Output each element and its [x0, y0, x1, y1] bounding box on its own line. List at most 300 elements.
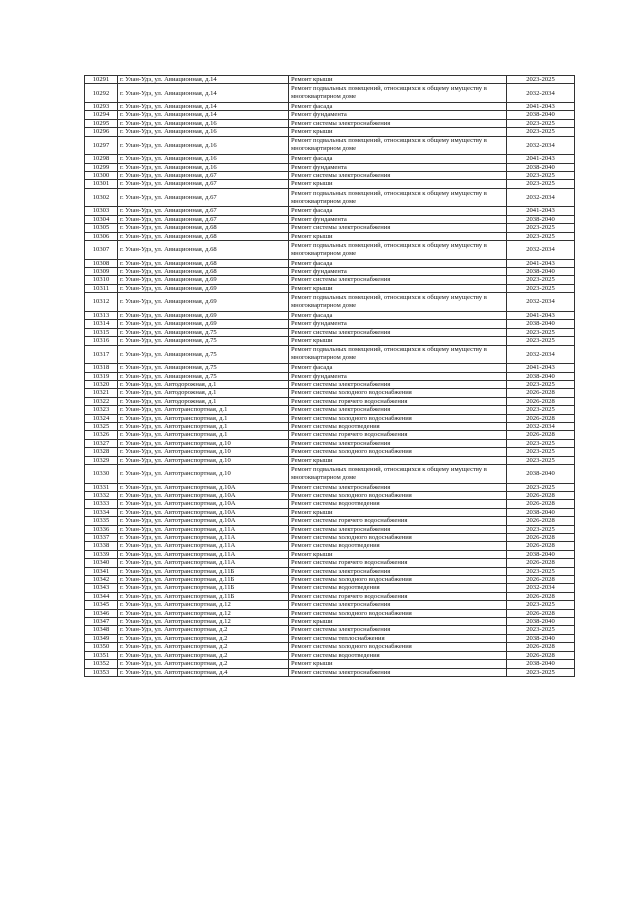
row-address: г. Улан-Удэ, ул. Авиационная, д.16 — [118, 128, 289, 136]
table-row — [85, 337, 575, 345]
table-row — [85, 103, 575, 111]
table-row — [85, 397, 575, 405]
row-number: 10324 — [85, 414, 118, 422]
row-period: 2026-2028 — [507, 576, 575, 584]
table-row — [85, 439, 575, 447]
row-address: г. Улан-Удэ, ул. Авиационная, д.68 — [118, 224, 289, 232]
row-work-type: Ремонт фасада — [289, 364, 507, 372]
row-address: г. Улан-Удэ, ул. Авиационная, д.75 — [118, 337, 289, 345]
row-address: г. Улан-Удэ, ул. Авиационная, д.14 — [118, 111, 289, 119]
table-row — [85, 241, 575, 260]
row-number: 10334 — [85, 508, 118, 516]
row-period: 2038-2040 — [507, 660, 575, 668]
row-work-type: Ремонт системы холодного водоснабжения — [289, 448, 507, 456]
row-number: 10340 — [85, 559, 118, 567]
row-address: г. Улан-Удэ, ул. Авиационная, д.69 — [118, 276, 289, 284]
row-address: г. Улан-Удэ, ул. Авиационная, д.75 — [118, 372, 289, 380]
row-period: 2023-2025 — [507, 456, 575, 464]
row-address: г. Улан-Удэ, ул. Авиационная, д.68 — [118, 259, 289, 267]
row-number: 10306 — [85, 232, 118, 240]
row-period: 2041-2043 — [507, 207, 575, 215]
row-period: 2026-2028 — [507, 500, 575, 508]
row-period: 2023-2025 — [507, 180, 575, 188]
table-row — [85, 172, 575, 180]
row-number: 10332 — [85, 491, 118, 499]
row-address: г. Улан-Удэ, ул. Автотранспортная, д.1 — [118, 431, 289, 439]
row-number: 10301 — [85, 180, 118, 188]
row-work-type: Ремонт фундамента — [289, 215, 507, 223]
row-address: г. Улан-Удэ, ул. Автотранспортная, д.10А — [118, 517, 289, 525]
row-number: 10345 — [85, 601, 118, 609]
table-row — [85, 576, 575, 584]
table-row — [85, 668, 575, 676]
row-period: 2023-2025 — [507, 483, 575, 491]
table-row — [85, 534, 575, 542]
row-period: 2026-2028 — [507, 542, 575, 550]
row-period: 2023-2025 — [507, 119, 575, 127]
row-work-type: Ремонт системы водоотведения — [289, 422, 507, 430]
row-work-type: Ремонт системы электроснабжения — [289, 276, 507, 284]
row-address: г. Улан-Удэ, ул. Автотранспортная, д.12 — [118, 601, 289, 609]
row-period: 2023-2025 — [507, 668, 575, 676]
table-row — [85, 626, 575, 634]
row-address: г. Улан-Удэ, ул. Автодорожная, д.1 — [118, 389, 289, 397]
row-number: 10309 — [85, 268, 118, 276]
row-number: 10295 — [85, 119, 118, 127]
table-row — [85, 311, 575, 319]
works-table — [84, 75, 575, 677]
row-period: 2026-2028 — [507, 643, 575, 651]
row-work-type: Ремонт подвальных помещений, относящихся к общему имуществу в многоквартирном доме — [289, 84, 507, 103]
table-row — [85, 128, 575, 136]
row-address: г. Улан-Удэ, ул. Автодорожная, д.1 — [118, 380, 289, 388]
table-row — [85, 609, 575, 617]
row-address: г. Улан-Удэ, ул. Автодорожная, д.1 — [118, 397, 289, 405]
row-number: 10349 — [85, 634, 118, 642]
row-number: 10319 — [85, 372, 118, 380]
row-number: 10336 — [85, 525, 118, 533]
row-work-type: Ремонт системы электроснабжения — [289, 567, 507, 575]
row-work-type: Ремонт системы горячего водоснабжения — [289, 431, 507, 439]
row-number: 10339 — [85, 550, 118, 558]
row-number: 10310 — [85, 276, 118, 284]
row-work-type: Ремонт системы холодного водоснабжения — [289, 389, 507, 397]
row-number: 10344 — [85, 592, 118, 600]
row-address: г. Улан-Удэ, ул. Автотранспортная, д.10А — [118, 491, 289, 499]
row-work-type: Ремонт системы электроснабжения — [289, 525, 507, 533]
row-number: 10304 — [85, 215, 118, 223]
row-number: 10313 — [85, 311, 118, 319]
row-period: 2026-2028 — [507, 559, 575, 567]
row-number: 10316 — [85, 337, 118, 345]
row-work-type: Ремонт системы электроснабжения — [289, 380, 507, 388]
table-row — [85, 276, 575, 284]
row-period: 2032-2034 — [507, 422, 575, 430]
row-period: 2032-2034 — [507, 84, 575, 103]
row-work-type: Ремонт фундамента — [289, 111, 507, 119]
row-work-type: Ремонт крыши — [289, 232, 507, 240]
row-period: 2023-2025 — [507, 224, 575, 232]
row-work-type: Ремонт системы горячего водоснабжения — [289, 559, 507, 567]
row-number: 10348 — [85, 626, 118, 634]
row-period: 2038-2040 — [507, 550, 575, 558]
row-address: г. Улан-Удэ, ул. Авиационная, д.14 — [118, 76, 289, 84]
row-period: 2032-2034 — [507, 188, 575, 207]
row-work-type: Ремонт системы холодного водоснабжения — [289, 534, 507, 542]
row-number: 10346 — [85, 609, 118, 617]
table-row — [85, 525, 575, 533]
row-address: г. Улан-Удэ, ул. Автотранспортная, д.1 — [118, 422, 289, 430]
row-work-type: Ремонт крыши — [289, 337, 507, 345]
row-address: г. Улан-Удэ, ул. Авиационная, д.67 — [118, 188, 289, 207]
row-address: г. Улан-Удэ, ул. Автотранспортная, д.11Б — [118, 567, 289, 575]
row-number: 10352 — [85, 660, 118, 668]
row-work-type: Ремонт системы водоотведения — [289, 500, 507, 508]
row-period: 2032-2034 — [507, 293, 575, 312]
row-period: 2032-2034 — [507, 345, 575, 364]
row-address: г. Улан-Удэ, ул. Автотранспортная, д.12 — [118, 618, 289, 626]
row-work-type: Ремонт системы электроснабжения — [289, 328, 507, 336]
row-address: г. Улан-Удэ, ул. Автотранспортная, д.12 — [118, 609, 289, 617]
row-period: 2041-2043 — [507, 311, 575, 319]
row-number: 10305 — [85, 224, 118, 232]
row-number: 10317 — [85, 345, 118, 364]
table-row — [85, 207, 575, 215]
table-row — [85, 517, 575, 525]
table-row — [85, 651, 575, 659]
row-work-type: Ремонт крыши — [289, 660, 507, 668]
table-row — [85, 119, 575, 127]
row-address: г. Улан-Удэ, ул. Автотранспортная, д.10 — [118, 464, 289, 483]
row-period: 2038-2040 — [507, 372, 575, 380]
row-work-type: Ремонт системы холодного водоснабжения — [289, 643, 507, 651]
row-period: 2038-2040 — [507, 111, 575, 119]
table-row — [85, 136, 575, 155]
row-address: г. Улан-Удэ, ул. Автотранспортная, д.4 — [118, 668, 289, 676]
row-number: 10303 — [85, 207, 118, 215]
row-work-type: Ремонт системы электроснабжения — [289, 668, 507, 676]
row-number: 10351 — [85, 651, 118, 659]
row-period: 2026-2028 — [507, 517, 575, 525]
row-period: 2032-2034 — [507, 241, 575, 260]
row-period: 2041-2043 — [507, 103, 575, 111]
row-work-type: Ремонт системы холодного водоснабжения — [289, 609, 507, 617]
row-number: 10293 — [85, 103, 118, 111]
row-period: 2026-2028 — [507, 592, 575, 600]
table-row — [85, 448, 575, 456]
row-period: 2041-2043 — [507, 259, 575, 267]
row-period: 2038-2040 — [507, 464, 575, 483]
table-row — [85, 389, 575, 397]
row-address: г. Улан-Удэ, ул. Авиационная, д.69 — [118, 293, 289, 312]
table-row — [85, 406, 575, 414]
row-period: 2023-2025 — [507, 525, 575, 533]
row-address: г. Улан-Удэ, ул. Авиационная, д.16 — [118, 119, 289, 127]
row-number: 10322 — [85, 397, 118, 405]
row-work-type: Ремонт фасада — [289, 103, 507, 111]
row-number: 10314 — [85, 320, 118, 328]
row-work-type: Ремонт подвальных помещений, относящихся к общему имуществу в многоквартирном доме — [289, 241, 507, 260]
works-table-body — [85, 76, 575, 677]
row-number: 10315 — [85, 328, 118, 336]
row-address: г. Улан-Удэ, ул. Авиационная, д.69 — [118, 284, 289, 292]
row-address: г. Улан-Удэ, ул. Автотранспортная, д.2 — [118, 634, 289, 642]
row-number: 10311 — [85, 284, 118, 292]
table-row — [85, 491, 575, 499]
row-period: 2023-2025 — [507, 337, 575, 345]
row-address: г. Улан-Удэ, ул. Авиационная, д.68 — [118, 241, 289, 260]
row-work-type: Ремонт системы горячего водоснабжения — [289, 592, 507, 600]
row-number: 10320 — [85, 380, 118, 388]
row-work-type: Ремонт системы электроснабжения — [289, 626, 507, 634]
row-period: 2023-2025 — [507, 601, 575, 609]
table-row — [85, 618, 575, 626]
table-row — [85, 84, 575, 103]
row-number: 10299 — [85, 163, 118, 171]
row-period: 2038-2040 — [507, 268, 575, 276]
row-period: 2032-2034 — [507, 584, 575, 592]
row-work-type: Ремонт подвальных помещений, относящихся к общему имуществу в многоквартирном доме — [289, 345, 507, 364]
table-row — [85, 259, 575, 267]
row-period: 2023-2025 — [507, 439, 575, 447]
row-number: 10297 — [85, 136, 118, 155]
row-number: 10333 — [85, 500, 118, 508]
row-address: г. Улан-Удэ, ул. Автотранспортная, д.2 — [118, 626, 289, 634]
row-number: 10323 — [85, 406, 118, 414]
table-row — [85, 328, 575, 336]
table-row — [85, 634, 575, 642]
row-number: 10312 — [85, 293, 118, 312]
row-work-type: Ремонт фундамента — [289, 163, 507, 171]
row-work-type: Ремонт системы электроснабжения — [289, 119, 507, 127]
table-row — [85, 550, 575, 558]
row-number: 10327 — [85, 439, 118, 447]
table-row — [85, 483, 575, 491]
row-address: г. Улан-Удэ, ул. Автотранспортная, д.10А — [118, 483, 289, 491]
row-period: 2026-2028 — [507, 431, 575, 439]
row-address: г. Улан-Удэ, ул. Авиационная, д.67 — [118, 180, 289, 188]
row-number: 10318 — [85, 364, 118, 372]
row-period: 2023-2025 — [507, 328, 575, 336]
row-work-type: Ремонт системы водоотведения — [289, 584, 507, 592]
row-work-type: Ремонт системы холодного водоснабжения — [289, 414, 507, 422]
row-address: г. Улан-Удэ, ул. Автотранспортная, д.11А — [118, 534, 289, 542]
row-address: г. Улан-Удэ, ул. Автотранспортная, д.11А — [118, 559, 289, 567]
table-row — [85, 601, 575, 609]
row-work-type: Ремонт фундамента — [289, 320, 507, 328]
row-period: 2038-2040 — [507, 320, 575, 328]
row-number: 10329 — [85, 456, 118, 464]
row-period: 2038-2040 — [507, 618, 575, 626]
row-work-type: Ремонт крыши — [289, 508, 507, 516]
row-address: г. Улан-Удэ, ул. Автотранспортная, д.2 — [118, 643, 289, 651]
row-work-type: Ремонт системы электроснабжения — [289, 601, 507, 609]
row-period: 2023-2025 — [507, 172, 575, 180]
row-address: г. Улан-Удэ, ул. Авиационная, д.75 — [118, 328, 289, 336]
row-work-type: Ремонт системы теплоснабжения — [289, 634, 507, 642]
table-row — [85, 414, 575, 422]
row-address: г. Улан-Удэ, ул. Автотранспортная, д.10А — [118, 500, 289, 508]
row-number: 10298 — [85, 155, 118, 163]
row-work-type: Ремонт крыши — [289, 180, 507, 188]
row-number: 10343 — [85, 584, 118, 592]
table-row — [85, 320, 575, 328]
table-row — [85, 215, 575, 223]
table-row — [85, 508, 575, 516]
row-work-type: Ремонт системы водоотведения — [289, 651, 507, 659]
row-number: 10337 — [85, 534, 118, 542]
row-work-type: Ремонт системы горячего водоснабжения — [289, 397, 507, 405]
row-work-type: Ремонт крыши — [289, 456, 507, 464]
table-row — [85, 188, 575, 207]
row-address: г. Улан-Удэ, ул. Автотранспортная, д.11А — [118, 550, 289, 558]
row-address: г. Улан-Удэ, ул. Автотранспортная, д.11Б — [118, 584, 289, 592]
row-work-type: Ремонт крыши — [289, 128, 507, 136]
row-work-type: Ремонт фасада — [289, 311, 507, 319]
row-period: 2026-2028 — [507, 397, 575, 405]
row-work-type: Ремонт подвальных помещений, относящихся к общему имуществу в многоквартирном доме — [289, 136, 507, 155]
row-period: 2023-2025 — [507, 406, 575, 414]
row-address: г. Улан-Удэ, ул. Автотранспортная, д.10 — [118, 448, 289, 456]
row-work-type: Ремонт системы водоотведения — [289, 542, 507, 550]
table-row — [85, 592, 575, 600]
row-period: 2023-2025 — [507, 128, 575, 136]
row-work-type: Ремонт крыши — [289, 550, 507, 558]
table-row — [85, 372, 575, 380]
row-address: г. Улан-Удэ, ул. Автотранспортная, д.10 — [118, 456, 289, 464]
row-address: г. Улан-Удэ, ул. Автотранспортная, д.11А — [118, 542, 289, 550]
row-period: 2023-2025 — [507, 284, 575, 292]
row-work-type: Ремонт системы холодного водоснабжения — [289, 576, 507, 584]
table-row — [85, 232, 575, 240]
row-number: 10338 — [85, 542, 118, 550]
row-number: 10342 — [85, 576, 118, 584]
row-work-type: Ремонт системы электроснабжения — [289, 224, 507, 232]
row-address: г. Улан-Удэ, ул. Автотранспортная, д.1 — [118, 414, 289, 422]
row-work-type: Ремонт системы электроснабжения — [289, 406, 507, 414]
row-period: 2023-2025 — [507, 567, 575, 575]
table-row — [85, 76, 575, 84]
row-address: г. Улан-Удэ, ул. Авиационная, д.16 — [118, 155, 289, 163]
table-row — [85, 660, 575, 668]
row-work-type: Ремонт фундамента — [289, 268, 507, 276]
row-period: 2041-2043 — [507, 155, 575, 163]
table-row — [85, 284, 575, 292]
row-work-type: Ремонт системы электроснабжения — [289, 172, 507, 180]
row-period: 2023-2025 — [507, 76, 575, 84]
table-row — [85, 559, 575, 567]
row-number: 10307 — [85, 241, 118, 260]
row-period: 2026-2028 — [507, 414, 575, 422]
row-number: 10330 — [85, 464, 118, 483]
table-row — [85, 567, 575, 575]
row-period: 2038-2040 — [507, 508, 575, 516]
row-work-type: Ремонт системы электроснабжения — [289, 483, 507, 491]
row-period: 2026-2028 — [507, 651, 575, 659]
row-address: г. Улан-Удэ, ул. Автотранспортная, д.2 — [118, 651, 289, 659]
table-row — [85, 422, 575, 430]
row-address: г. Улан-Удэ, ул. Авиационная, д.14 — [118, 84, 289, 103]
table-row — [85, 464, 575, 483]
row-work-type: Ремонт системы холодного водоснабжения — [289, 491, 507, 499]
row-number: 10335 — [85, 517, 118, 525]
row-period: 2026-2028 — [507, 389, 575, 397]
row-address: г. Улан-Удэ, ул. Автотранспортная, д.11Б — [118, 576, 289, 584]
row-address: г. Улан-Удэ, ул. Авиационная, д.69 — [118, 311, 289, 319]
row-period: 2026-2028 — [507, 609, 575, 617]
row-work-type: Ремонт системы горячего водоснабжения — [289, 517, 507, 525]
row-address: г. Улан-Удэ, ул. Автотранспортная, д.1 — [118, 406, 289, 414]
row-address: г. Улан-Удэ, ул. Автотранспортная, д.11А — [118, 525, 289, 533]
row-period: 2023-2025 — [507, 232, 575, 240]
row-address: г. Улан-Удэ, ул. Авиационная, д.67 — [118, 207, 289, 215]
row-address: г. Улан-Удэ, ул. Авиационная, д.14 — [118, 103, 289, 111]
row-work-type: Ремонт подвальных помещений, относящихся к общему имуществу в многоквартирном доме — [289, 464, 507, 483]
row-work-type: Ремонт фундамента — [289, 372, 507, 380]
table-row — [85, 268, 575, 276]
table-row — [85, 380, 575, 388]
row-number: 10300 — [85, 172, 118, 180]
row-address: г. Улан-Удэ, ул. Авиационная, д.16 — [118, 163, 289, 171]
table-row — [85, 364, 575, 372]
row-work-type: Ремонт крыши — [289, 76, 507, 84]
row-address: г. Улан-Удэ, ул. Авиационная, д.16 — [118, 136, 289, 155]
row-period: 2038-2040 — [507, 163, 575, 171]
row-number: 10302 — [85, 188, 118, 207]
row-period: 2038-2040 — [507, 215, 575, 223]
row-address: г. Улан-Удэ, ул. Авиационная, д.75 — [118, 345, 289, 364]
table-row — [85, 456, 575, 464]
row-number: 10296 — [85, 128, 118, 136]
row-work-type: Ремонт фасада — [289, 207, 507, 215]
table-row — [85, 345, 575, 364]
row-number: 10326 — [85, 431, 118, 439]
row-address: г. Улан-Удэ, ул. Авиационная, д.75 — [118, 364, 289, 372]
row-address: г. Улан-Удэ, ул. Автотранспортная, д.10А — [118, 508, 289, 516]
row-address: г. Улан-Удэ, ул. Авиационная, д.68 — [118, 232, 289, 240]
row-number: 10350 — [85, 643, 118, 651]
table-row — [85, 500, 575, 508]
table-row — [85, 643, 575, 651]
table-row — [85, 155, 575, 163]
row-address: г. Улан-Удэ, ул. Автотранспортная, д.2 — [118, 660, 289, 668]
table-row — [85, 584, 575, 592]
row-work-type: Ремонт подвальных помещений, относящихся к общему имуществу в многоквартирном доме — [289, 293, 507, 312]
row-period: 2023-2025 — [507, 380, 575, 388]
row-number: 10328 — [85, 448, 118, 456]
table-row — [85, 542, 575, 550]
row-work-type: Ремонт крыши — [289, 284, 507, 292]
table-row — [85, 163, 575, 171]
row-address: г. Улан-Удэ, ул. Автотранспортная, д.10 — [118, 439, 289, 447]
row-number: 10294 — [85, 111, 118, 119]
table-row — [85, 180, 575, 188]
table-row — [85, 431, 575, 439]
row-period: 2038-2040 — [507, 634, 575, 642]
row-number: 10291 — [85, 76, 118, 84]
row-work-type: Ремонт крыши — [289, 618, 507, 626]
row-address: г. Улан-Удэ, ул. Автотранспортная, д.11Б — [118, 592, 289, 600]
row-number: 10353 — [85, 668, 118, 676]
table-row — [85, 224, 575, 232]
row-number: 10292 — [85, 84, 118, 103]
row-period: 2026-2028 — [507, 491, 575, 499]
table-row — [85, 111, 575, 119]
row-period: 2023-2025 — [507, 276, 575, 284]
row-period: 2023-2025 — [507, 626, 575, 634]
row-period: 2032-2034 — [507, 136, 575, 155]
row-number: 10331 — [85, 483, 118, 491]
